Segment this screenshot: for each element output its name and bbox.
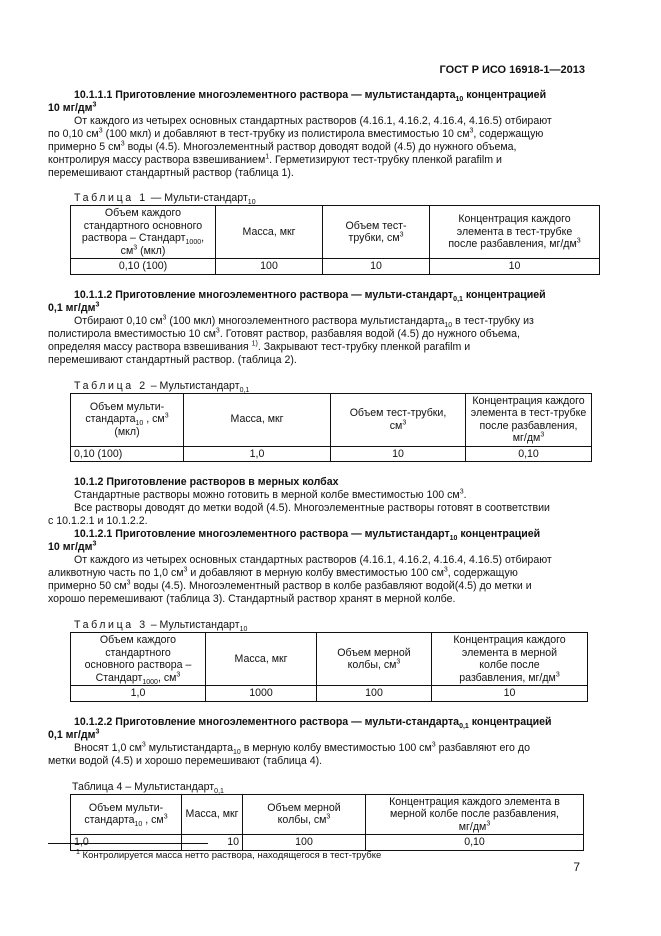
para-10-1-2-1-l3: примерно 50 $см^3$ воды (4.5). Многоэлементный раствор в колбе разбавляют водой(4.5) до метки и: [48, 579, 532, 592]
table-1: [70, 205, 600, 275]
table-2-caption: Таблица 2 – Мультистандарт$_{0,1}$: [74, 379, 250, 394]
table-row: [71, 206, 600, 259]
table-1-caption: Таблица 1 — Мульти-стандарт$_{10}$: [74, 192, 256, 207]
para-10-1-1-1-l2: по 0,10 $см^3$ (100 мкл) и добавляют в тест-трубку из полистирола вместимостью 10 $см^3$, содержащую: [48, 127, 544, 140]
table-2: [70, 393, 592, 463]
table-1-header-volume: Объем каждого стандартного основного раствора – Стандарт$_{1000}$, $см^3$ (мкл): [71, 206, 216, 259]
table-row: 1,0 10 100 0,10: [71, 835, 584, 851]
para-10-1-1-1-l5: перемешивают стандартный раствор (таблица 1).: [48, 167, 294, 179]
para-10-1-2-l2: Все растворы доводят до метки водой (4.5). Многоэлементные растворы готовят в соответствии: [74, 502, 550, 514]
para-10-1-1-1-l4: контролируя массу раствора взвешиванием$^1$. Герметизируют тест-трубку пленкой parafilm и: [48, 153, 502, 166]
table-row: [71, 393, 592, 446]
table-4-header-mass: Масса, мкг: [182, 794, 243, 835]
table-1-header-mass: Масса, мкг: [216, 206, 323, 259]
page-content: [48, 89, 585, 851]
heading-10-1-2-1-cont: 10 $мг/дм^3$: [48, 540, 97, 553]
para-10-1-1-1-l1: От каждого из четырех основных стандартных растворов (4.16.1, 4.16.2, 4.16.4, 4.16.5) отбирают: [74, 115, 552, 127]
table-row: [71, 633, 588, 686]
table-2-header-mass: Масса, мкг: [184, 393, 331, 446]
heading-10-1-2-2: 10.1.2.2 Приготовление многоэлементного раствора — мульти-стандарта$_{0,1}$ концентрацией: [74, 715, 552, 730]
table-3-header-flask: Объем мерной колбы, $см^3$: [317, 633, 432, 686]
table-1-header-concentration: Концентрация каждого элемента в тест-трубке после разбавления, $мг/дм^3$: [430, 206, 600, 259]
table-3-header-volume: Объем каждого стандартного основного раствора – Стандарт$_{1000}$, $см^3$: [71, 633, 206, 686]
table-2-header-volume: Объем мульти- стандарта$_{10}$ , $см^3$ (мкл): [71, 393, 184, 446]
table-row: 0,10 (100) 1,0 10 0,10: [71, 446, 592, 462]
heading-10-1-1-1: 10.1.1.1 Приготовление многоэлементного раствора — мультистандарта$_{10}$ концентрацией: [74, 89, 547, 104]
table-row: 0,10 (100) 100 10 10: [71, 259, 600, 275]
table-3-header-mass: Масса, мкг: [206, 633, 317, 686]
heading-10-1-1-1-cont: 10 $мг/дм^3$: [48, 101, 97, 114]
para-10-1-1-2-l4: перемешивают стандартный раствор. (таблица 2).: [48, 353, 297, 366]
heading-10-1-2-2-cont: 0,1 $мг/дм^3$: [48, 727, 100, 741]
table-1-header-tube: Объем тест- трубки, $см^3$: [323, 206, 430, 259]
para-10-1-2-1-l1: От каждого из четырех основных стандартных растворов (4.16.1, 4.16.2, 4.16.4, 4.16.5) отбирают: [74, 554, 552, 566]
table-4-header-concentration: Концентрация каждого элемента в мерной колбе после разбавления, $мг/дм^3$: [366, 794, 584, 835]
para-10-1-2-l1: Стандартные растворы можно готовить в мерной колбе вместимостью 100 $см^3$.: [74, 488, 467, 501]
table-row: [71, 794, 584, 835]
para-10-1-2-1-l4: хорошо перемешивают (таблица 3). Стандартный раствор хранят в мерной колбе.: [48, 593, 456, 605]
para-10-1-1-2-l2: полистирола вместимостью 10 $см^3$. Готовят раствор, разбавляя водой (4.5) до нужного объема,: [48, 326, 520, 340]
standard-designation: ГОСТ Р ИСО 16918-1—2013: [439, 64, 585, 76]
table-2-header-concentration: Концентрация каждого элемента в тест-трубке после разбавления, $мг/дм^3$: [466, 393, 592, 446]
para-10-1-2-2-l2: метки водой (4.5) и хорошо перемешивают (таблица 4).: [48, 754, 323, 767]
para-10-1-1-2-l1: Отбирают 0,10 $см^3$ (100 мкл) многоэлементного раствора мультистандарта$_{10}$ в тест-трубку из: [74, 313, 534, 329]
para-10-1-2-2-l1: Вносят 1,0 $см^3$ мультистандарта$_{10}$ в мерную колбу вместимостью 100 $см^3$ разбавляют его до: [74, 740, 530, 756]
table-3-caption: Таблица 3 – Мультистандарт$_{10}$: [74, 619, 248, 634]
para-10-1-2-l3: с 10.1.2.1 и 10.1.2.2.: [48, 515, 148, 527]
footnote: $^1$ Контролируется масса нетто раствора, находящегося в тест-трубке: [76, 848, 382, 861]
table-3: [70, 632, 588, 702]
heading-10-1-1-2-cont: 0,1 $мг/дм^3$: [48, 300, 100, 314]
page-number: 7: [573, 860, 580, 874]
table-4: [70, 794, 584, 851]
para-10-1-1-2-l3: определяя массу раствора взвешивания $^{1)}$. Закрывают тест-трубку пленкой parafilm и: [48, 339, 471, 353]
table-2-header-tube: Объем тест-трубки, $см^3$: [331, 393, 466, 446]
para-10-1-1-1-l3: примерно 5 $см^3$ воды (4.5). Многоэлементный раствор доводят водой (4.5) до нужного объема,: [48, 140, 517, 153]
table-4-header-flask: Объем мерной колбы, $см^3$: [243, 794, 366, 835]
heading-10-1-2-1: 10.1.2.1 Приготовление многоэлементного раствора — мультистандарт$_{10}$ концентрацией: [74, 528, 541, 543]
table-4-caption: Таблица 4 – Мультистандарт$_{0,1}$: [72, 780, 224, 795]
para-10-1-2-1-l2: аликвотную часть по 1,0 $см^3$ и добавляют в мерную колбу вместимостью 100 $см^3$, содержащую: [48, 566, 518, 579]
heading-10-1-1-2: 10.1.1.2 Приготовление многоэлементного раствора — мульти-стандарт$_{0,1}$ концентрацией: [74, 288, 546, 303]
table-3-header-concentration: Концентрация каждого элемента в мерной колбе после разбавления, $мг/дм^3$: [432, 633, 588, 686]
table-row: 1,0 1000 100 10: [71, 686, 588, 702]
heading-10-1-2: 10.1.2 Приготовление растворов в мерных колбах: [74, 476, 339, 488]
footnote-separator: [48, 843, 208, 844]
table-4-header-volume: Объем мульти- стандарта$_{10}$ , $см^3$: [71, 794, 182, 835]
